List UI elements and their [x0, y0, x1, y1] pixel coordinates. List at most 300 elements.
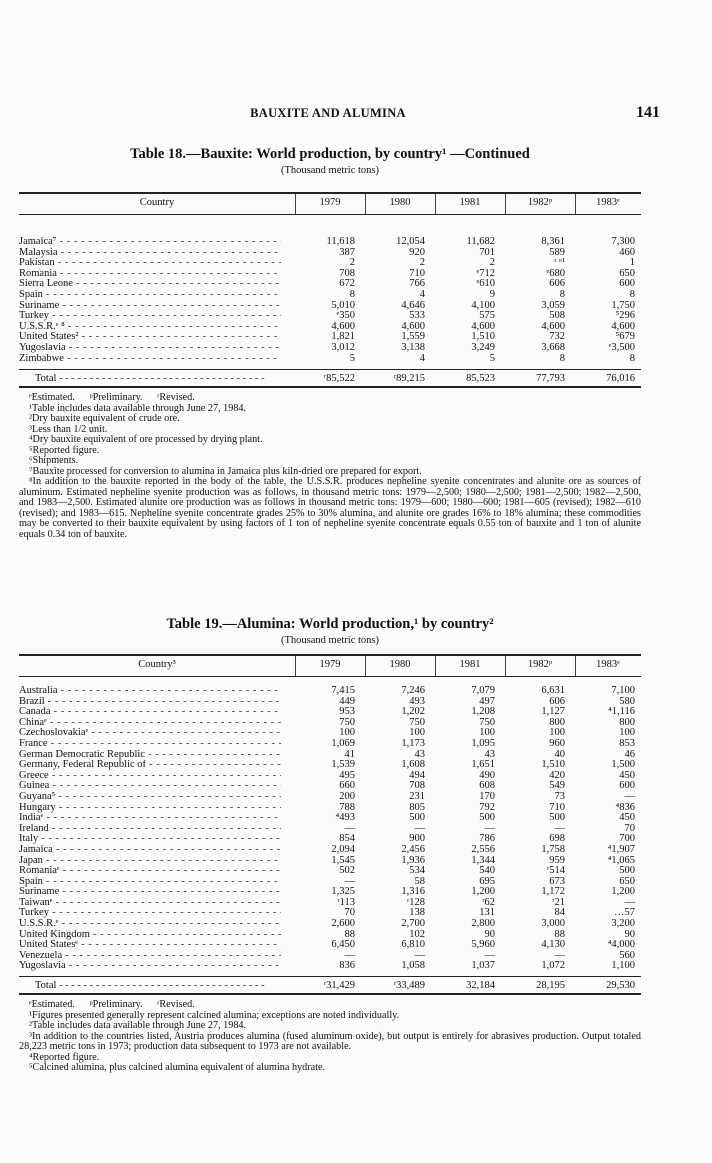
value-cell: 170	[479, 790, 495, 802]
value-cell: 8	[559, 288, 565, 300]
table-19-subtitle: (Thousand metric tons)	[281, 635, 379, 646]
value-cell: 40	[554, 748, 565, 760]
value-cell: 100	[479, 727, 495, 739]
value-cell: 2	[349, 257, 355, 269]
footnote: ⁴Reported figure.	[29, 1051, 100, 1063]
value-cell: 100	[549, 727, 565, 739]
country-name: Hungary - - -	[19, 803, 281, 814]
value-cell: ʳ ᵉ¹	[554, 257, 565, 269]
value-cell: 5	[489, 352, 495, 364]
table-row	[19, 824, 641, 835]
value-cell: 900	[409, 833, 425, 845]
value-cell: —	[484, 949, 495, 961]
table-18-subtitle: (Thousand metric tons)	[281, 165, 379, 176]
value-cell: 853	[619, 737, 635, 749]
legend-revised: ʳRevised.	[157, 999, 195, 1011]
value-cell: 560	[619, 949, 635, 961]
value-cell: 138	[409, 907, 425, 919]
table-row	[19, 813, 641, 824]
value-cell: 1,500	[611, 759, 635, 771]
table-row	[19, 728, 641, 739]
value-cell: 460	[619, 246, 635, 258]
table-row	[19, 760, 641, 771]
value-cell: 7,300	[611, 236, 635, 247]
value-cell: 710	[409, 267, 425, 279]
footnote: ⁴Dry bauxite equivalent of ore processed by drying plant.	[29, 434, 263, 446]
column-header-1979: 1979	[319, 659, 341, 670]
country-name: Italy - - -	[19, 834, 281, 845]
column-header-1983: 1983ᵉ	[596, 659, 620, 670]
value-cell: 1,208	[471, 706, 495, 718]
country-name: Australia - - -	[19, 686, 281, 697]
value-cell: 673	[549, 875, 565, 887]
value-cell: 800	[549, 716, 565, 728]
table-row	[19, 322, 641, 333]
table-19-header-row	[19, 654, 641, 677]
value-cell: —	[344, 949, 355, 961]
value-cell: —	[624, 896, 635, 908]
value-cell: 497	[479, 695, 495, 707]
table-row	[19, 279, 641, 290]
country-name: Japan - - -	[19, 856, 281, 867]
column-header-country: Country³	[138, 659, 176, 670]
value-cell: 43	[414, 748, 425, 760]
value-cell: 500	[549, 812, 565, 824]
value-cell: 4,600	[471, 320, 495, 332]
value-cell: 750	[409, 716, 425, 728]
column-header-1980: 1980	[389, 659, 411, 670]
country-name: United Statesᵉ - - -	[19, 940, 281, 951]
legend-estimated: ᵉEstimated.	[29, 999, 75, 1011]
footnote: ⁷Bauxite processed for conversion to alumina in Jamaica plus kiln-dried ore prepared for export.	[29, 465, 422, 477]
value-cell: 788	[339, 801, 355, 813]
value-cell: 9	[489, 288, 495, 300]
value-cell: 4,600	[331, 320, 355, 332]
value-cell: —	[414, 949, 425, 961]
table-row	[19, 739, 641, 750]
footnote: ¹Table includes data available through June 27, 1984.	[29, 402, 247, 414]
country-name: Zimbabwe - - -	[19, 354, 281, 365]
value-cell: —	[554, 949, 565, 961]
value-cell: 700	[619, 833, 635, 845]
value-cell: 1,821	[331, 331, 355, 343]
country-name: Turkey - - -	[19, 311, 281, 322]
value-cell: —	[484, 822, 495, 834]
value-cell: 1,325	[331, 886, 355, 898]
value-cell: 540	[479, 865, 495, 877]
value-cell: ⁵296	[615, 310, 635, 322]
value-cell: 1,100	[611, 960, 635, 972]
column-header-1982: 1982ᵖ	[527, 197, 553, 208]
country-name: U.S.S.R.ᵉ - - -	[19, 919, 281, 930]
value-cell: ᵉ712	[476, 267, 495, 279]
value-cell: 4,130	[541, 939, 565, 951]
table-row	[19, 919, 641, 930]
column-header-1983: 1983ᵉ	[596, 197, 620, 208]
legend-revised: ʳRevised.	[157, 392, 195, 404]
footnote: ¹Figures presented generally represent calcined alumina; exceptions are noted individually.	[29, 1009, 400, 1021]
total-1980: ʳ89,215	[393, 373, 425, 385]
column-header-1982: 1982ᵖ	[527, 659, 553, 670]
value-cell: 494	[409, 769, 425, 781]
value-cell: ʳ514	[546, 865, 565, 877]
table-row	[19, 718, 641, 729]
value-cell: 701	[479, 246, 495, 258]
total-1979: ʳ31,429	[323, 980, 355, 992]
value-cell: 200	[339, 790, 355, 802]
table-row	[19, 707, 641, 718]
table-18-total-row	[19, 369, 641, 388]
country-name: Chinaᵉ - - -	[19, 718, 281, 729]
value-cell: 508	[549, 310, 565, 322]
country-name: United Kingdom - - -	[19, 930, 281, 941]
value-cell: 786	[479, 833, 495, 845]
value-cell: 1,316	[401, 886, 425, 898]
value-cell: ⁵679	[615, 331, 635, 343]
value-cell: 3,249	[471, 341, 495, 353]
value-cell: 3,059	[541, 299, 565, 311]
value-cell: 500	[479, 812, 495, 824]
value-cell: ⁴836	[615, 801, 635, 813]
value-cell: —	[414, 822, 425, 834]
value-cell: ʳ62	[482, 896, 495, 908]
value-cell: 792	[479, 801, 495, 813]
value-cell: 1,069	[331, 737, 355, 749]
value-cell: 70	[344, 907, 355, 919]
total-1979: ʳ85,522	[323, 373, 355, 385]
table-18-header-row	[19, 192, 641, 215]
footnote: ²Dry bauxite equivalent of crude ore.	[29, 413, 180, 425]
value-cell: 854	[339, 833, 355, 845]
value-cell: 449	[339, 695, 355, 707]
value-cell: 495	[339, 769, 355, 781]
value-cell: ʳ113	[337, 896, 355, 908]
value-cell: 3,200	[611, 918, 635, 930]
country-name: Ireland - - -	[19, 824, 281, 835]
value-cell: 500	[409, 812, 425, 824]
table-row	[19, 887, 641, 898]
value-cell: 7,100	[611, 685, 635, 696]
value-cell: 6,631	[541, 685, 565, 696]
value-cell: 1,095	[471, 737, 495, 749]
value-cell: 1,750	[611, 299, 635, 311]
column-header-1980: 1980	[389, 197, 411, 208]
value-cell: 580	[619, 695, 635, 707]
footnote: ⁵Reported figure.	[29, 444, 100, 456]
column-header-country: Country	[139, 197, 175, 208]
value-cell: 102	[409, 928, 425, 940]
value-cell: 1,608	[401, 759, 425, 771]
value-cell: 5,010	[331, 299, 355, 311]
legend	[19, 1000, 641, 1011]
table-row	[19, 301, 641, 312]
table-row	[19, 290, 641, 301]
value-cell: 4,646	[401, 299, 425, 311]
table-19-footnotes	[19, 1000, 641, 1074]
table-row	[19, 771, 641, 782]
value-cell: 58	[414, 875, 425, 887]
legend-preliminary: ᵖPreliminary.	[89, 392, 143, 404]
table-19-total-row	[19, 976, 641, 995]
value-cell: 3,138	[401, 341, 425, 353]
value-cell: 1,539	[331, 759, 355, 771]
table-row	[19, 269, 641, 280]
total-1981: 85,523	[466, 373, 495, 385]
column-header-1979: 1979	[319, 197, 341, 208]
country-name: Indiaᵉ - - -	[19, 813, 281, 824]
value-cell: —	[344, 875, 355, 887]
country-name: Czechoslovakiaᵉ - - -	[19, 728, 281, 739]
total-1983: 76,016	[606, 373, 635, 385]
value-cell: 1,200	[471, 886, 495, 898]
country-name: Brazil - - -	[19, 697, 281, 708]
value-cell: 387	[339, 246, 355, 258]
value-cell: 600	[619, 780, 635, 792]
country-name: France - - -	[19, 739, 281, 750]
table-row	[19, 940, 641, 951]
value-cell: 100	[409, 727, 425, 739]
value-cell: 3,012	[331, 341, 355, 353]
table-19-alumina	[19, 616, 641, 1074]
value-cell: 73	[554, 790, 565, 802]
value-cell: 606	[549, 695, 565, 707]
running-header	[0, 104, 712, 124]
value-cell: 836	[339, 960, 355, 972]
table-18-bauxite	[19, 146, 641, 540]
value-cell: 660	[339, 780, 355, 792]
value-cell: 800	[619, 716, 635, 728]
value-cell: —	[624, 790, 635, 802]
country-name: Guinea - - -	[19, 781, 281, 792]
country-name: Yugoslavia - - -	[19, 961, 281, 972]
table-18-body	[19, 215, 641, 369]
value-cell: 575	[479, 310, 495, 322]
value-cell: 600	[619, 278, 635, 290]
value-cell: 2,094	[331, 843, 355, 855]
value-cell: 549	[549, 780, 565, 792]
value-cell: 1,510	[471, 331, 495, 343]
value-cell: 100	[619, 727, 635, 739]
table-row	[19, 354, 641, 365]
value-cell: 131	[479, 907, 495, 919]
value-cell: 1,559	[401, 331, 425, 343]
table-19-body	[19, 677, 641, 976]
column-header-1981: 1981	[459, 659, 481, 670]
value-cell: 4,600	[401, 320, 425, 332]
value-cell: 732	[549, 331, 565, 343]
table-row	[19, 248, 641, 259]
value-cell: 11,682	[466, 236, 495, 247]
value-cell: 8	[629, 288, 635, 300]
value-cell: 650	[619, 875, 635, 887]
value-cell: ⁴1,116	[608, 706, 635, 718]
value-cell: 3,668	[541, 341, 565, 353]
value-cell: 6,810	[401, 939, 425, 951]
value-cell: 2	[419, 257, 425, 269]
value-cell: 5	[349, 352, 355, 364]
value-cell: 1,037	[471, 960, 495, 972]
table-row	[19, 792, 641, 803]
country-name: Taiwanᵉ - - -	[19, 898, 281, 909]
country-name: Greece - - -	[19, 771, 281, 782]
footnote: ⁵Calcined alumina, plus calcined alumina equivalent of alumina hydrate.	[29, 1062, 326, 1074]
value-cell: 41	[344, 748, 355, 760]
total-label: Total - - -	[35, 373, 297, 384]
table-row	[19, 898, 641, 909]
value-cell: 450	[619, 769, 635, 781]
total-1981: 32,184	[466, 980, 495, 992]
value-cell: 1,072	[541, 960, 565, 972]
value-cell: 1,545	[331, 854, 355, 866]
country-name: German Democratic Republic - - -	[19, 750, 281, 761]
value-cell: 750	[479, 716, 495, 728]
total-1983: 29,530	[606, 980, 635, 992]
value-cell: 534	[409, 865, 425, 877]
value-cell: …57	[614, 907, 635, 919]
country-name: Malaysia - - -	[19, 248, 281, 259]
value-cell: 650	[619, 267, 635, 279]
value-cell: 4,600	[541, 320, 565, 332]
value-cell: 710	[549, 801, 565, 813]
value-cell: ʳ21	[552, 896, 565, 908]
value-cell: 2,600	[331, 918, 355, 930]
value-cell: 90	[484, 928, 495, 940]
footnote: ³In addition to the countries listed, Austria produces alumina (fused aluminum oxide), but output is entirely for abrasives production. Output totaled 28,223 metric tons in 1973; production data subsequent to 1973 are not available.	[19, 1030, 641, 1053]
value-cell: 2,700	[401, 918, 425, 930]
value-cell: 766	[409, 278, 425, 290]
value-cell: 589	[549, 246, 565, 258]
value-cell: ⁴1,907	[607, 843, 635, 855]
value-cell: 1,344	[471, 854, 495, 866]
table-row	[19, 781, 641, 792]
total-1980: ʳ33,489	[393, 980, 425, 992]
value-cell: 231	[409, 790, 425, 802]
value-cell: 493	[409, 695, 425, 707]
country-name: Sierra Leone - - -	[19, 279, 281, 290]
total-1982: 77,793	[536, 373, 565, 385]
value-cell: 2,456	[401, 843, 425, 855]
value-cell: 2,800	[471, 918, 495, 930]
country-name: Spain - - -	[19, 877, 281, 888]
value-cell: 1,200	[611, 886, 635, 898]
value-cell: 1,510	[541, 759, 565, 771]
value-cell: 1,058	[401, 960, 425, 972]
value-cell: 490	[479, 769, 495, 781]
value-cell: 100	[339, 727, 355, 739]
value-cell: 750	[339, 716, 355, 728]
footnote: ³Less than 1/2 unit.	[29, 423, 108, 435]
column-header-1981: 1981	[459, 197, 481, 208]
table-row	[19, 803, 641, 814]
value-cell: 533	[409, 310, 425, 322]
value-cell: 4	[419, 288, 425, 300]
table-row	[19, 961, 641, 972]
value-cell: 7,079	[471, 685, 495, 696]
value-cell: 4,600	[611, 320, 635, 332]
value-cell: 2,556	[471, 843, 495, 855]
value-cell: ᵉ610	[476, 278, 495, 290]
country-name: Venezuela - - -	[19, 951, 281, 962]
value-cell: 502	[339, 865, 355, 877]
value-cell: 90	[624, 928, 635, 940]
country-name: Yugoslavia - - -	[19, 343, 281, 354]
country-name: Romaniaᵉ - - -	[19, 866, 281, 877]
value-cell: 1	[629, 257, 635, 269]
value-cell: ⁴1,065	[607, 854, 635, 866]
value-cell: 450	[619, 812, 635, 824]
value-cell: 1,758	[541, 843, 565, 855]
page-number: 141	[636, 104, 660, 121]
value-cell: 4	[419, 352, 425, 364]
value-cell: 8,361	[541, 236, 565, 247]
value-cell: 7,246	[401, 685, 425, 696]
country-name: Jamaica⁷ - - -	[19, 237, 281, 248]
country-name: Suriname - - -	[19, 301, 281, 312]
value-cell: 1,127	[541, 706, 565, 718]
value-cell: 12,054	[396, 236, 425, 247]
value-cell: 1,202	[401, 706, 425, 718]
table-row	[19, 237, 641, 248]
table-18-title: Table 18.—Bauxite: World production, by country¹ —Continued	[130, 146, 530, 162]
value-cell: 608	[479, 780, 495, 792]
value-cell: 1,172	[541, 886, 565, 898]
value-cell: ⁴4,000	[607, 939, 635, 951]
table-row	[19, 686, 641, 697]
value-cell: 698	[549, 833, 565, 845]
value-cell: 6,450	[331, 939, 355, 951]
value-cell: ᵉ680	[546, 267, 565, 279]
value-cell: 88	[554, 928, 565, 940]
country-name: United States² - - -	[19, 332, 281, 343]
value-cell: 5,960	[471, 939, 495, 951]
value-cell: 708	[339, 267, 355, 279]
value-cell: 959	[549, 854, 565, 866]
value-cell: 708	[409, 780, 425, 792]
value-cell: 88	[344, 928, 355, 940]
value-cell: 1,651	[471, 759, 495, 771]
value-cell: —	[344, 822, 355, 834]
footnote: ⁸In addition to the bauxite reported in the body of the table, the U.S.S.R. produces nepheline syenite concentrates and alunite ore as sources of aluminum. Estimated nepheline syenite production was as follows, in thousand metric tons: 1979—2,500; 1980—2,500; 1981—2,500; 1982—2,500, and 1983—2,500. Estimated alunite ore production was as follows in thousand metric tons: 1979—600; 1980—600; 1981—605 (revised); 1982—610 (revised); and 1983—615. Nepheline syenite concentrate grades 25% to 30% alumina, and alunite ore grades 16% to 18% alumina; these commodities may be converted to their bauxite equivalent by using factors of 1 ton of nepheline syenite concentrate equals 0.55 ton of bauxite and 1 ton of alunite equals 0.34 ton of bauxite.	[19, 476, 641, 540]
country-name: Romania - - -	[19, 269, 281, 280]
value-cell: 606	[549, 278, 565, 290]
value-cell: 920	[409, 246, 425, 258]
value-cell: 84	[554, 907, 565, 919]
value-cell: 46	[624, 748, 635, 760]
value-cell: 2	[489, 257, 495, 269]
country-name: Turkey - - -	[19, 908, 281, 919]
value-cell: 1,173	[401, 737, 425, 749]
value-cell: 960	[549, 737, 565, 749]
value-cell: 420	[549, 769, 565, 781]
table-18-footnotes	[19, 393, 641, 540]
value-cell: 8	[559, 352, 565, 364]
table-row	[19, 845, 641, 856]
country-name: Suriname - - -	[19, 887, 281, 898]
value-cell: 11,618	[326, 236, 355, 247]
value-cell: ᵉ3,500	[608, 341, 635, 353]
country-name: Guyana⁵ - - -	[19, 792, 281, 803]
table-row	[19, 866, 641, 877]
value-cell: —	[554, 822, 565, 834]
value-cell: 500	[619, 865, 635, 877]
country-name: Germany, Federal Republic of - - -	[19, 760, 281, 771]
legend-estimated: ᵉEstimated.	[29, 392, 75, 404]
total-1982: 28,195	[536, 980, 565, 992]
value-cell: 3,000	[541, 918, 565, 930]
value-cell: ⁴493	[335, 812, 355, 824]
value-cell: 70	[624, 822, 635, 834]
table-19-title: Table 19.—Alumina: World production,¹ by country²	[166, 616, 494, 632]
